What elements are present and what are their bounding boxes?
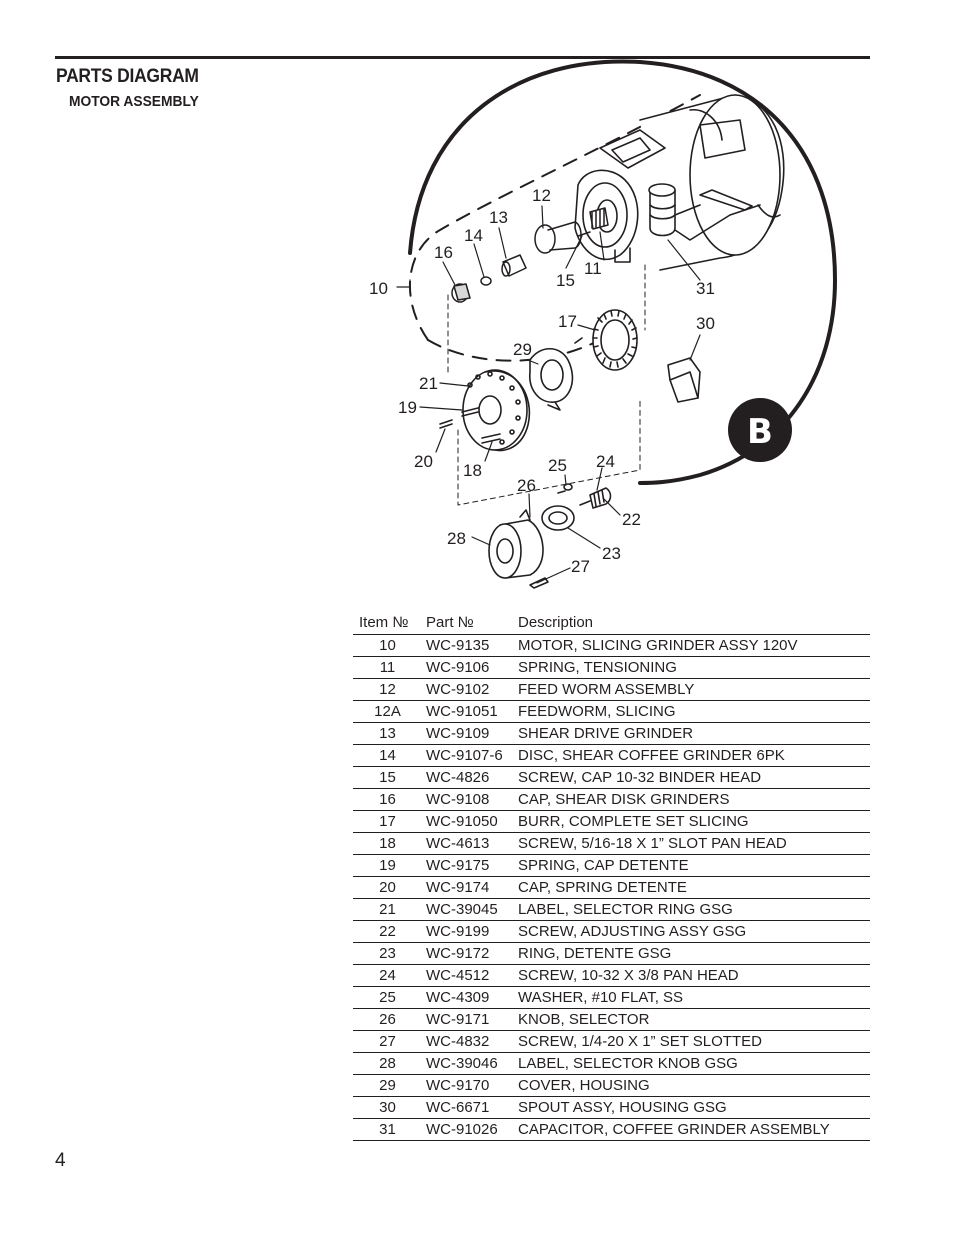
table-row	[353, 657, 870, 679]
table-row	[353, 987, 870, 1009]
item-number-cell: 24	[353, 965, 422, 987]
table-row	[353, 855, 870, 877]
part-number-cell: WC-4613	[422, 833, 518, 855]
description-cell: LABEL, SELECTOR RING GSG	[518, 899, 870, 921]
part-number-cell: WC-91026	[422, 1119, 518, 1141]
part-number-cell: WC-4832	[422, 1031, 518, 1053]
motor-body	[575, 95, 784, 270]
item-number-cell: 25	[353, 987, 422, 1009]
item-number-cell: 14	[353, 745, 422, 767]
callout-25: 25	[548, 456, 567, 475]
callout-29: 29	[513, 340, 532, 359]
callout-12: 12	[532, 186, 551, 205]
item-number-cell: 13	[353, 723, 422, 745]
callout-19: 19	[398, 398, 417, 417]
table-row	[353, 833, 870, 855]
item-number-cell: 22	[353, 921, 422, 943]
description-cell: SCREW, CAP 10-32 BINDER HEAD	[518, 767, 870, 789]
description-cell: SPRING, CAP DETENTE	[518, 855, 870, 877]
part-number-cell: WC-4309	[422, 987, 518, 1009]
item-number-cell: 15	[353, 767, 422, 789]
parts-diagram	[0, 0, 954, 610]
part-number-cell: WC-9172	[422, 943, 518, 965]
description-cell: WASHER, #10 FLAT, SS	[518, 987, 870, 1009]
description-cell: DISC, SHEAR COFFEE GRINDER 6PK	[518, 745, 870, 767]
description-cell: MOTOR, SLICING GRINDER ASSY 120V	[518, 635, 870, 657]
table-row	[353, 635, 870, 657]
item-number-cell: 27	[353, 1031, 422, 1053]
item-number-cell: 23	[353, 943, 422, 965]
description-cell: CAP, SHEAR DISK GRINDERS	[518, 789, 870, 811]
callout-18: 18	[463, 461, 482, 480]
table-row	[353, 767, 870, 789]
selector-ring	[440, 370, 529, 450]
parts-table	[353, 610, 870, 1141]
table-row	[353, 921, 870, 943]
part-number-cell: WC-9109	[422, 723, 518, 745]
table-row	[353, 1053, 870, 1075]
callout-23: 23	[602, 544, 621, 563]
item-number-cell: 17	[353, 811, 422, 833]
description-cell: FEED WORM ASSEMBLY	[518, 679, 870, 701]
detail-badge	[728, 398, 792, 462]
item-number-cell: 21	[353, 899, 422, 921]
item-number-cell: 12	[353, 679, 422, 701]
item-number-cell: 31	[353, 1119, 422, 1141]
callout-16: 16	[434, 243, 453, 262]
part-number-cell: WC-9171	[422, 1009, 518, 1031]
description-cell: SHEAR DRIVE GRINDER	[518, 723, 870, 745]
description-cell: CAP, SPRING DETENTE	[518, 877, 870, 899]
header-part-no: Part №	[422, 610, 518, 635]
table-row	[353, 1119, 870, 1141]
parts-table-body	[353, 635, 870, 1141]
part-number-cell: WC-9199	[422, 921, 518, 943]
description-cell: SPOUT ASSY, HOUSING GSG	[518, 1097, 870, 1119]
callout-20: 20	[414, 452, 433, 471]
table-row	[353, 1031, 870, 1053]
part-number-cell: WC-4826	[422, 767, 518, 789]
item-number-cell: 16	[353, 789, 422, 811]
part-number-cell: WC-9102	[422, 679, 518, 701]
header-description: Description	[518, 610, 870, 635]
description-cell: SCREW, ADJUSTING ASSY GSG	[518, 921, 870, 943]
description-cell: LABEL, SELECTOR KNOB GSG	[518, 1053, 870, 1075]
callout-17: 17	[558, 312, 577, 331]
item-number-cell: 29	[353, 1075, 422, 1097]
table-row	[353, 745, 870, 767]
item-number-cell: 11	[353, 657, 422, 679]
item-number-cell: 12A	[353, 701, 422, 723]
callout-10: 10	[369, 279, 388, 298]
table-row	[353, 701, 870, 723]
description-cell: SCREW, 1/4-20 X 1” SET SLOTTED	[518, 1031, 870, 1053]
description-cell: COVER, HOUSING	[518, 1075, 870, 1097]
detail-badge-letter: B	[747, 412, 773, 452]
table-row	[353, 899, 870, 921]
table-row	[353, 943, 870, 965]
callout-11: 11	[584, 259, 602, 278]
item-number-cell: 18	[353, 833, 422, 855]
part-number-cell: WC-9175	[422, 855, 518, 877]
callout-31: 31	[696, 279, 715, 298]
part-number-cell: WC-9174	[422, 877, 518, 899]
item-number-cell: 20	[353, 877, 422, 899]
part-number-cell: WC-9107-6	[422, 745, 518, 767]
item-number-cell: 10	[353, 635, 422, 657]
description-cell: SPRING, TENSIONING	[518, 657, 870, 679]
page-title: PARTS DIAGRAM	[56, 66, 199, 87]
callout-26: 26	[517, 476, 536, 495]
knob-assembly	[489, 484, 611, 588]
part-number-cell: WC-4512	[422, 965, 518, 987]
callout-15: 15	[556, 271, 575, 290]
callout-27: 27	[571, 557, 590, 576]
description-cell: SCREW, 10-32 X 3/8 PAN HEAD	[518, 965, 870, 987]
part-number-cell: WC-39045	[422, 899, 518, 921]
spout	[668, 358, 700, 402]
table-row	[353, 965, 870, 987]
item-number-cell: 26	[353, 1009, 422, 1031]
page-number: 4	[55, 1150, 66, 1171]
item-number-cell: 19	[353, 855, 422, 877]
header-item-no: Item №	[353, 610, 422, 635]
part-number-cell: WC-9106	[422, 657, 518, 679]
description-cell: RING, DETENTE GSG	[518, 943, 870, 965]
part-number-cell: WC-9170	[422, 1075, 518, 1097]
table-row	[353, 1097, 870, 1119]
table-row	[353, 723, 870, 745]
callout-22: 22	[622, 510, 641, 529]
page-subtitle: MOTOR ASSEMBLY	[69, 93, 199, 110]
callout-21: 21	[419, 374, 438, 393]
burr-and-cover	[530, 310, 637, 410]
part-number-cell: WC-6671	[422, 1097, 518, 1119]
table-row	[353, 811, 870, 833]
part-number-cell: WC-91050	[422, 811, 518, 833]
callout-30: 30	[696, 314, 715, 333]
callout-28: 28	[447, 529, 466, 548]
description-cell: BURR, COMPLETE SET SLICING	[518, 811, 870, 833]
table-row	[353, 877, 870, 899]
table-row	[353, 679, 870, 701]
description-cell: CAPACITOR, COFFEE GRINDER ASSEMBLY	[518, 1119, 870, 1141]
table-row	[353, 1009, 870, 1031]
table-row	[353, 1075, 870, 1097]
part-number-cell: WC-9135	[422, 635, 518, 657]
item-number-cell: 28	[353, 1053, 422, 1075]
table-header-row	[353, 610, 870, 635]
part-number-cell: WC-9108	[422, 789, 518, 811]
part-number-cell: WC-39046	[422, 1053, 518, 1075]
part-number-cell: WC-91051	[422, 701, 518, 723]
table-row	[353, 789, 870, 811]
item-number-cell: 30	[353, 1097, 422, 1119]
description-cell: SCREW, 5/16-18 X 1” SLOT PAN HEAD	[518, 833, 870, 855]
callout-24: 24	[596, 452, 615, 471]
callout-13: 13	[489, 208, 508, 227]
callout-14: 14	[464, 226, 483, 245]
description-cell: FEEDWORM, SLICING	[518, 701, 870, 723]
description-cell: KNOB, SELECTOR	[518, 1009, 870, 1031]
